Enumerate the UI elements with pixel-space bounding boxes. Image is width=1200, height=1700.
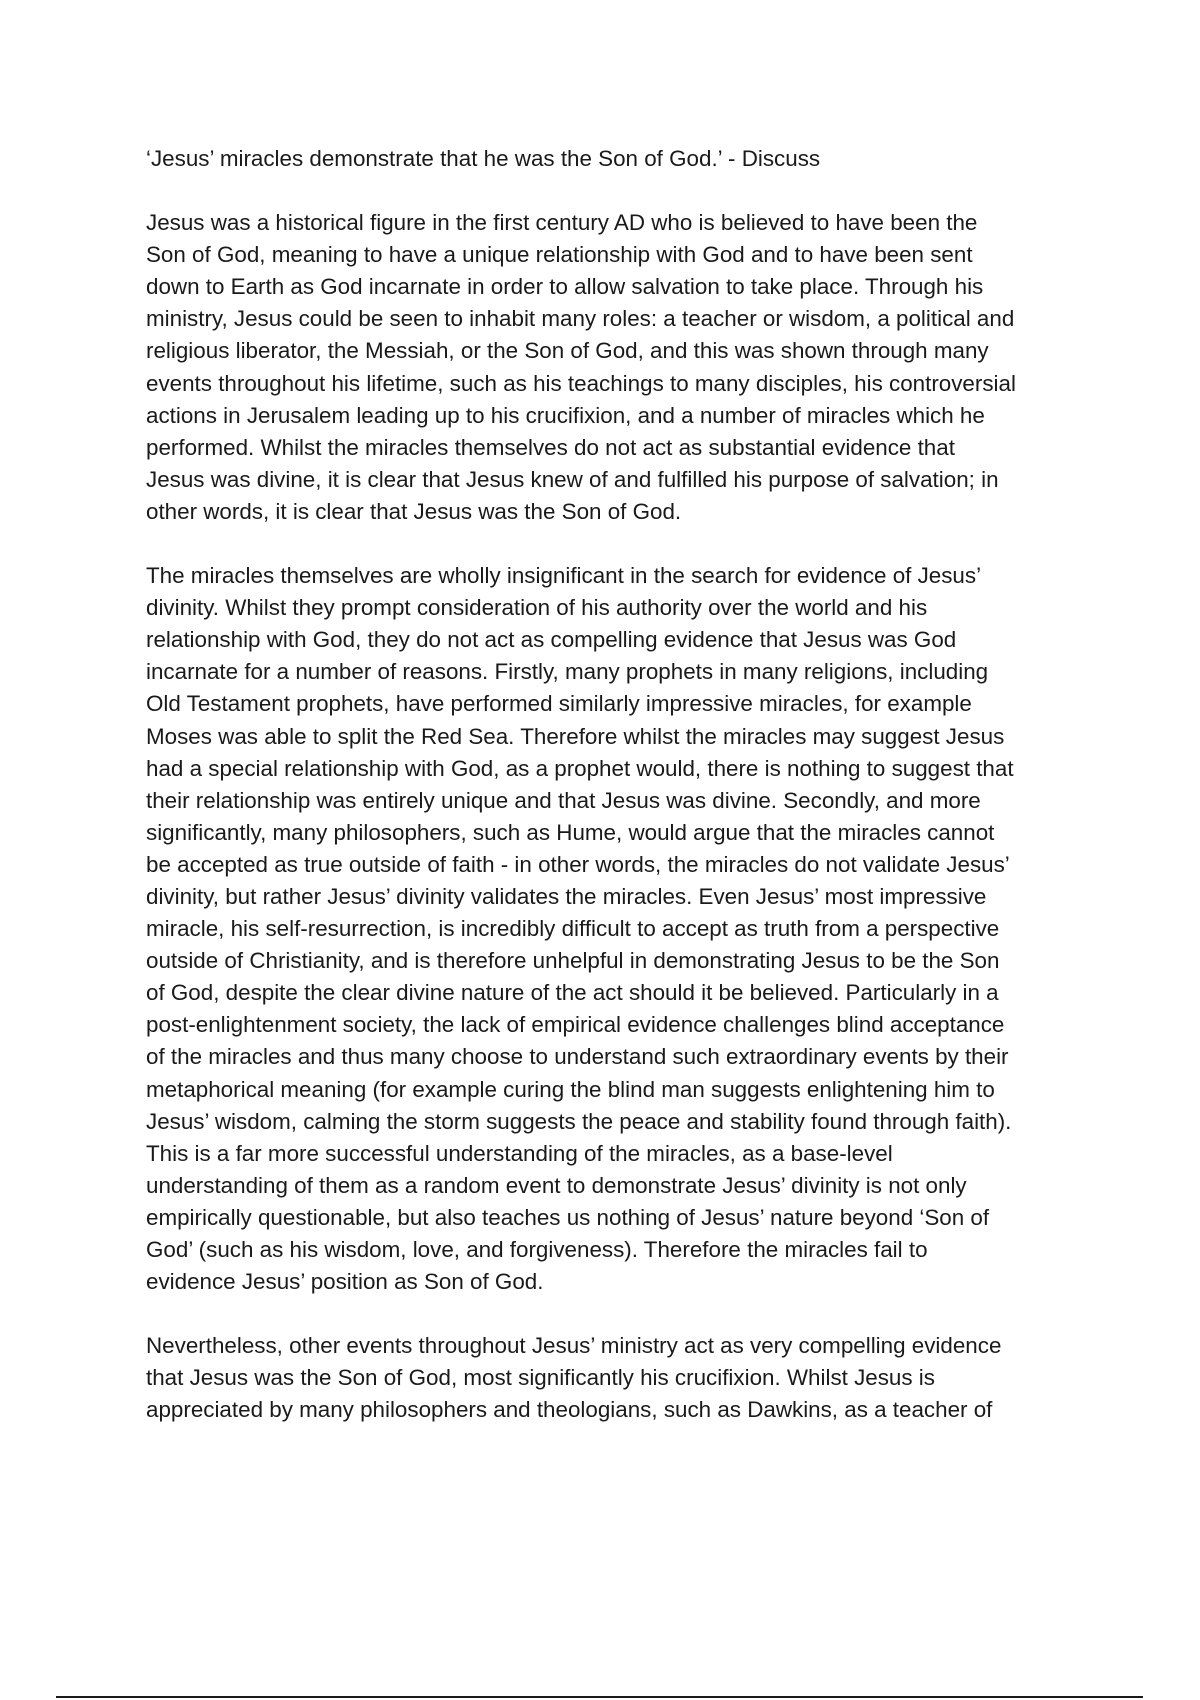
text-line: The miracles themselves are wholly insignificant in the search for evidence of Jesus’ (146, 563, 982, 589)
paragraph (146, 207, 1094, 528)
text-line: Son of God, meaning to have a unique relationship with God and to have been sent (146, 242, 973, 268)
text-line: relationship with God, they do not act as compelling evidence that Jesus was God (146, 627, 957, 653)
text-line: of God, despite the clear divine nature of the act should it be believed. Particularly in a (146, 980, 999, 1006)
paragraph (146, 560, 1094, 1298)
text-line: God’ (such as his wisdom, love, and forgiveness). Therefore the miracles fail to (146, 1237, 928, 1262)
text-line: performed. Whilst the miracles themselves do not act as substantial evidence that (146, 434, 955, 460)
text-line: be accepted as true outside of faith - in other words, the miracles do not validate Jesus’ (146, 851, 1010, 877)
text-line: understanding of them as a random event to demonstrate Jesus’ divinity is not only (146, 1172, 967, 1198)
text-line: evidence Jesus’ position as Son of God. (146, 1269, 544, 1295)
text-line: empirically questionable, but also teaches us nothing of Jesus’ nature beyond ‘Son of (146, 1204, 990, 1230)
text-line: their relationship was entirely unique and that Jesus was divine. Secondly, and more (146, 787, 981, 813)
paragraph (146, 1330, 1094, 1426)
page-bottom-rule (56, 1696, 1143, 1698)
text-line: that Jesus was the Son of God, most significantly his crucifixion. Whilst Jesus is (146, 1365, 935, 1391)
text-line: significantly, many philosophers, such as Hume, would argue that the miracles cannot (146, 819, 995, 845)
text-line: religious liberator, the Messiah, or the Son of God, and this was shown through many (146, 338, 989, 364)
text-line: ministry, Jesus could be seen to inhabit many roles: a teacher or wisdom, a political and (146, 306, 1015, 332)
text-line: divinity. Whilst they prompt consideration of his authority over the world and his (146, 595, 928, 621)
text-line: post-enlightenment society, the lack of empirical evidence challenges blind acceptance (146, 1012, 1005, 1038)
text-line: This is a far more successful understanding of the miracles, as a base-level (146, 1140, 893, 1166)
text-line: incarnate for a number of reasons. Firstly, many prophets in many religions, including (146, 659, 989, 685)
text-line: Jesus’ wisdom, calming the storm suggests the peace and stability found through faith). (146, 1108, 1012, 1134)
text-line: miracle, his self-resurrection, is incredibly difficult to accept as truth from a perspective (146, 916, 1000, 942)
text-line: down to Earth as God incarnate in order to allow salvation to take place. Through his (146, 274, 984, 300)
document-body (146, 143, 1094, 1458)
text-line: Old Testament prophets, have performed similarly impressive miracles, for example (146, 691, 972, 717)
text-line: Moses was able to split the Red Sea. Therefore whilst the miracles may suggest Jesus (146, 723, 1005, 749)
text-line: actions in Jerusalem leading up to his crucifixion, and a number of miracles which he (146, 402, 985, 428)
text-line: Nevertheless, other events throughout Jesus’ ministry act as very compelling evidence (146, 1333, 1002, 1359)
text-line: Jesus was a historical figure in the first century AD who is believed to have been the (146, 210, 978, 236)
text-line: had a special relationship with God, as a prophet would, there is nothing to suggest that (146, 755, 1014, 781)
text-line: divinity, but rather Jesus’ divinity validates the miracles. Even Jesus’ most impressive (146, 883, 987, 909)
text-line: other words, it is clear that Jesus was the Son of God. (146, 498, 682, 524)
text-line: metaphorical meaning (for example curing the blind man suggests enlightening him to (146, 1076, 995, 1102)
text-line: events throughout his lifetime, such as his teachings to many disciples, his controversial (146, 370, 1016, 396)
text-line: of the miracles and thus many choose to understand such extraordinary events by their (146, 1044, 1009, 1070)
text-line: appreciated by many philosophers and theologians, such as Dawkins, as a teacher of (146, 1397, 993, 1423)
essay-title: ‘Jesus’ miracles demonstrate that he was the Son of God.’ - Discuss (146, 146, 821, 171)
text-line: Jesus was divine, it is clear that Jesus knew of and fulfilled his purpose of salvation; in (146, 466, 999, 492)
text-line: outside of Christianity, and is therefore unhelpful in demonstrating Jesus to be the Son (146, 948, 1000, 974)
